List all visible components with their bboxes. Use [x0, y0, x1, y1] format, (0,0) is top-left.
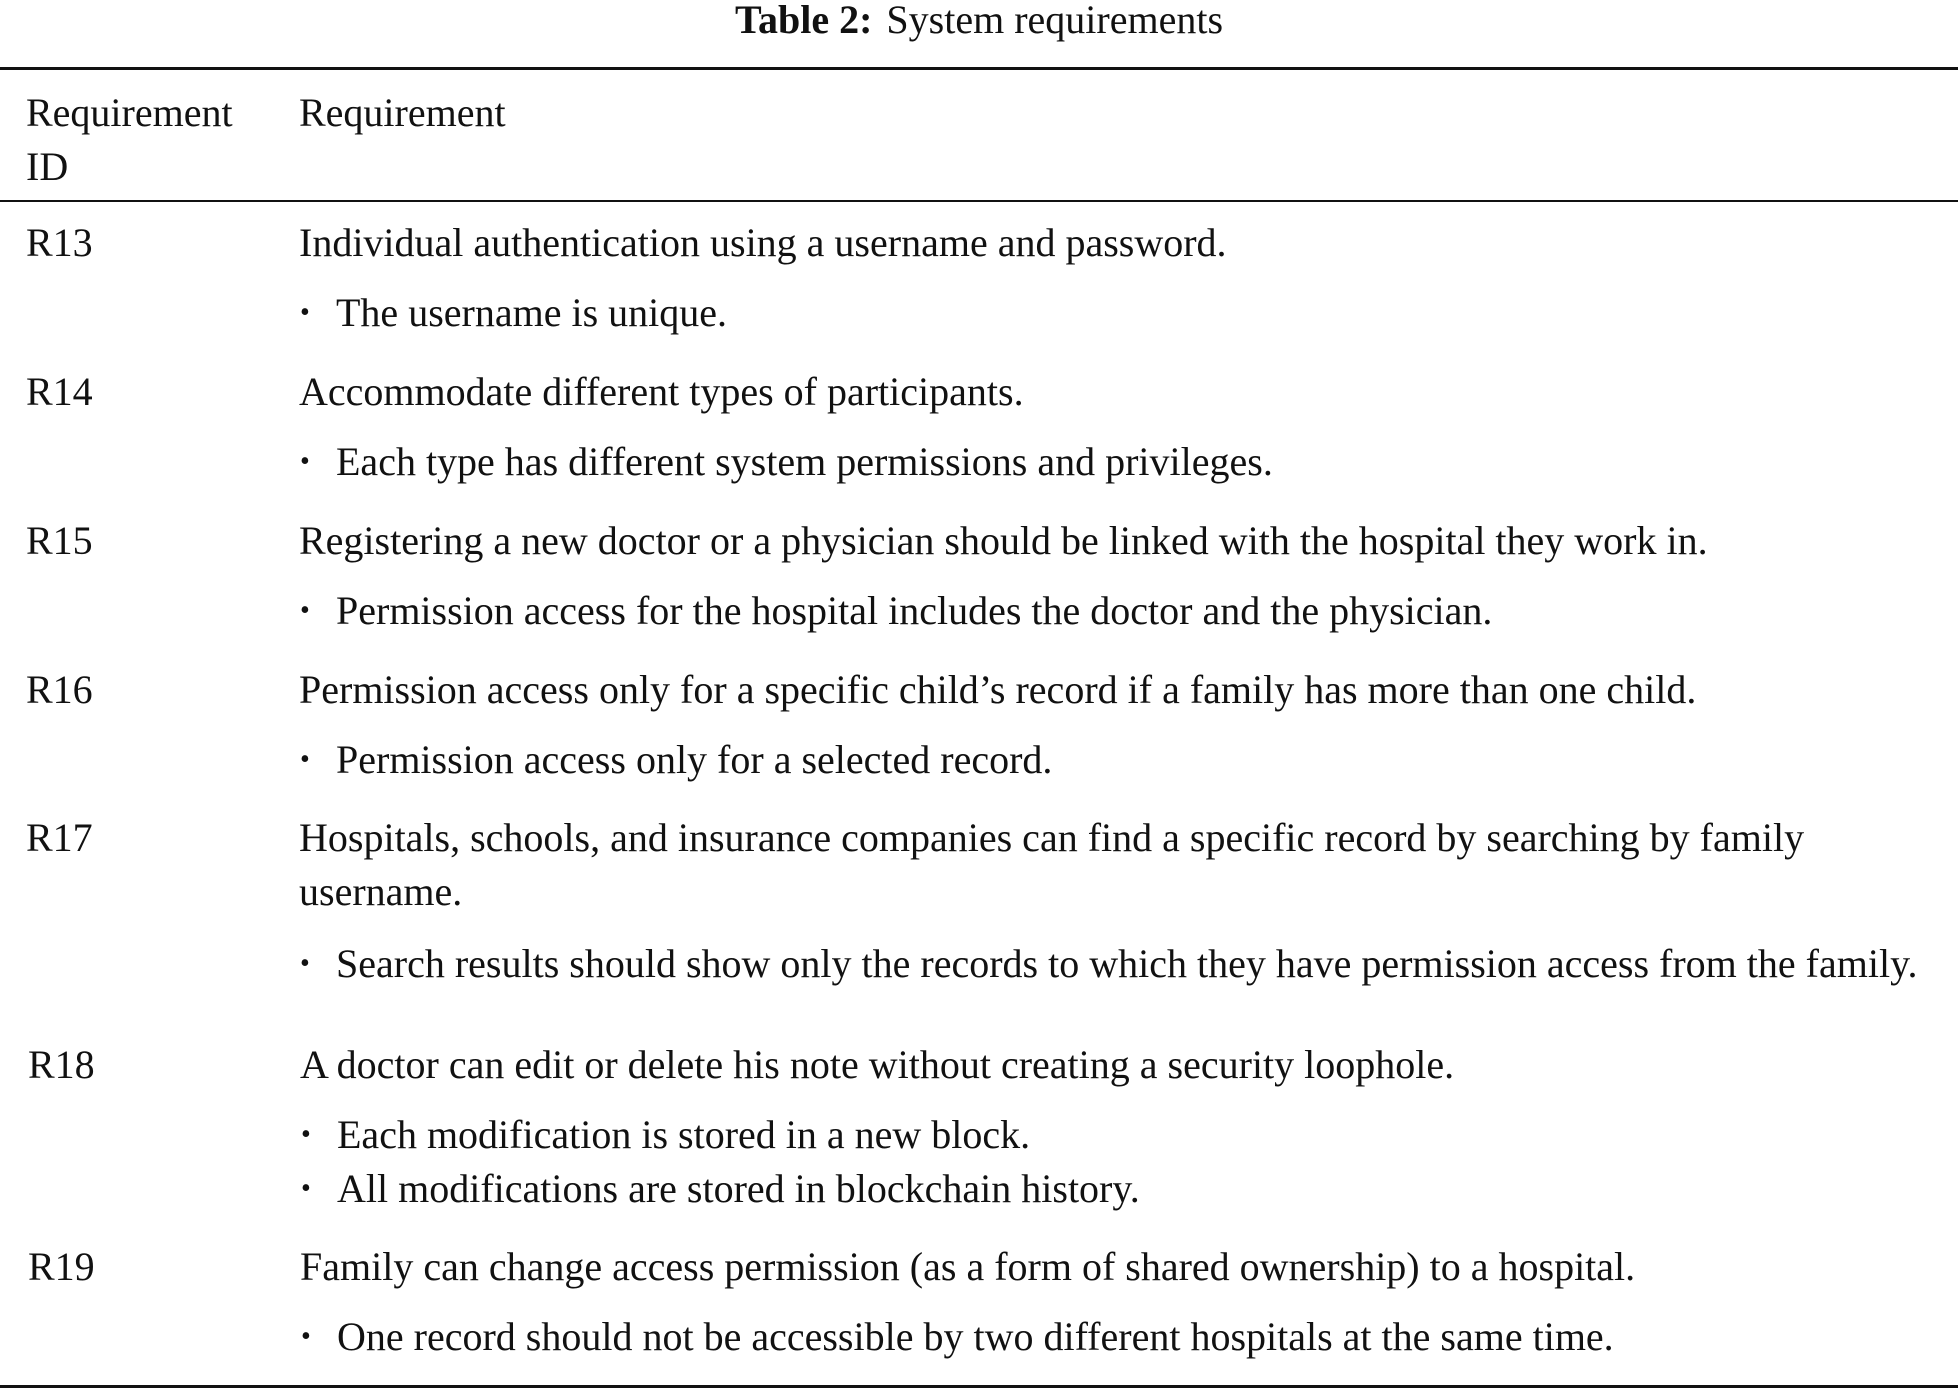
requirement-description: Accommodate different types of participants.	[299, 369, 1024, 414]
requirement-id: R19	[28, 1244, 95, 1289]
bullet-text: Each type has different system permissions and privileges.	[336, 439, 1273, 484]
requirement-id: R14	[26, 369, 93, 414]
bullet-icon: •	[301, 1321, 311, 1352]
bullet-text: Each modification is stored in a new block.	[337, 1112, 1031, 1157]
bullet-text: Permission access for the hospital includes the doctor and the physician.	[336, 588, 1493, 633]
requirement-description: Registering a new doctor or a physician should be linked with the hospital they work in.	[299, 518, 1708, 563]
bullet-icon: •	[300, 446, 310, 477]
table-caption-title: System requirements	[886, 0, 1224, 42]
bullet-text: One record should not be accessible by two different hospitals at the same time.	[337, 1314, 1614, 1359]
requirement-id: R15	[26, 518, 93, 563]
bullet-text: The username is unique.	[336, 290, 727, 335]
bullet-icon: •	[301, 1173, 311, 1204]
table-bottom-rule	[0, 1385, 1958, 1388]
requirement-id: R16	[26, 667, 93, 712]
column-header-requirement: Requirement	[299, 90, 506, 135]
requirement-description: Individual authentication using a username and password.	[299, 220, 1227, 265]
bullet-text: Search results should show only the records to which they have permission access from the family.	[336, 941, 1918, 986]
bullet-icon: •	[300, 948, 310, 979]
bullet-icon: •	[300, 297, 310, 328]
requirement-description: A doctor can edit or delete his note without creating a security loophole.	[300, 1042, 1455, 1087]
requirement-description: Hospitals, schools, and insurance companies can find a specific record by searching by family username.	[299, 815, 1805, 914]
bullet-text: Permission access only for a selected record.	[336, 737, 1053, 782]
table-top-rule	[0, 67, 1958, 70]
requirement-description: Family can change access permission (as a form of shared ownership) to a hospital.	[300, 1244, 1636, 1289]
bullet-icon: •	[300, 595, 310, 626]
bullet-icon: •	[300, 744, 310, 775]
bullet-icon: •	[301, 1119, 311, 1150]
requirement-id: R13	[26, 220, 93, 265]
table-caption-label: Table 2:	[734, 0, 873, 42]
requirement-id: R17	[26, 815, 93, 860]
requirement-id: R18	[28, 1042, 95, 1087]
bullet-text: All modifications are stored in blockchain history.	[337, 1166, 1140, 1211]
table-caption	[0, 0, 1958, 40]
table-header-rule	[0, 200, 1958, 202]
requirement-description: Permission access only for a specific child’s record if a family has more than one child.	[299, 667, 1697, 712]
column-header-requirement-id: Requirement ID	[26, 90, 233, 189]
